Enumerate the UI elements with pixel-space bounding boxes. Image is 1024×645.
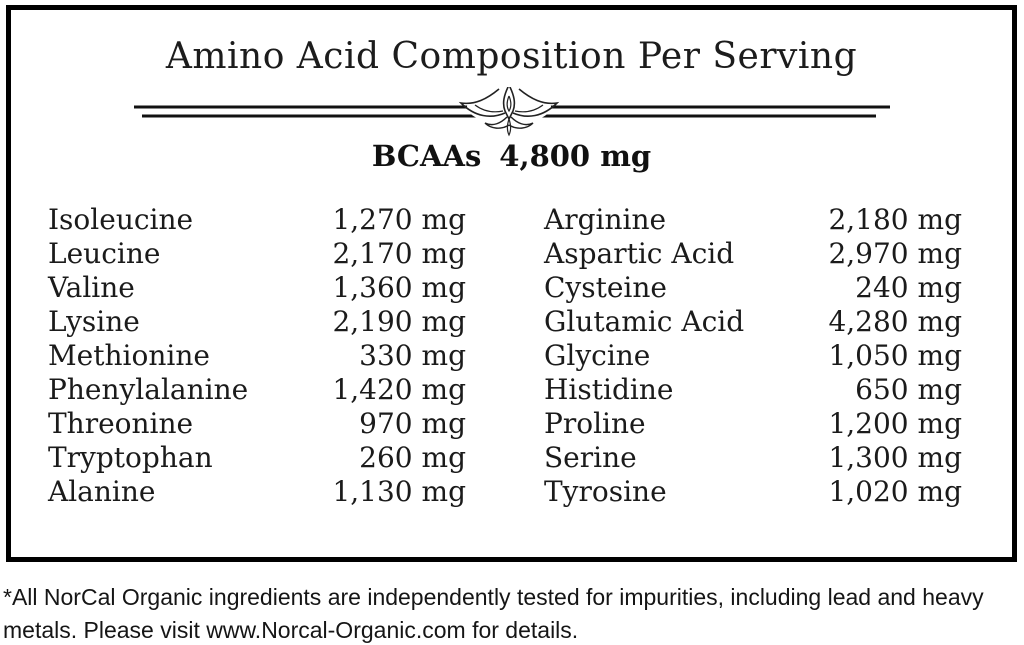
amino-acid-value: 1,050 mg xyxy=(828,339,962,372)
panel-title: Amino Acid Composition Per Serving xyxy=(165,36,858,77)
amino-acid-value: 1,360 mg xyxy=(332,271,466,304)
amino-acid-name: Valine xyxy=(48,271,135,304)
table-row xyxy=(544,237,962,271)
purity-footnote xyxy=(3,581,1021,645)
amino-acid-value: 2,180 mg xyxy=(828,203,962,236)
amino-acid-value: 650 mg xyxy=(855,373,962,406)
table-row xyxy=(544,475,962,509)
table-row xyxy=(48,305,466,339)
amino-acid-value: 1,300 mg xyxy=(828,441,962,474)
amino-acid-value: 1,420 mg xyxy=(332,373,466,406)
amino-acid-name: Glutamic Acid xyxy=(544,305,745,338)
table-row xyxy=(48,407,466,441)
table-row xyxy=(544,271,962,305)
amino-acid-value: 330 mg xyxy=(359,339,466,372)
amino-acid-name: Tryptophan xyxy=(48,441,213,474)
table-row xyxy=(544,407,962,441)
amino-acid-table xyxy=(11,203,1012,509)
amino-acid-name: Alanine xyxy=(48,475,156,508)
amino-acid-panel xyxy=(6,5,1017,562)
amino-acid-name: Aspartic Acid xyxy=(544,237,735,270)
table-row xyxy=(48,237,466,271)
amino-acid-name: Leucine xyxy=(48,237,161,270)
amino-acid-column-left xyxy=(48,203,466,509)
floral-ornament-icon xyxy=(132,87,892,137)
amino-acid-value: 1,270 mg xyxy=(332,203,466,236)
table-row xyxy=(544,339,962,373)
amino-acid-name: Methionine xyxy=(48,339,210,372)
ornamental-divider xyxy=(132,87,892,137)
amino-acid-name: Glycine xyxy=(544,339,651,372)
amino-acid-name: Histidine xyxy=(544,373,674,406)
amino-acid-value: 970 mg xyxy=(359,407,466,440)
footnote-line-2: metals. Please visit www.Norcal-Organic.com for details. xyxy=(3,617,579,643)
amino-acid-value: 240 mg xyxy=(855,271,962,304)
amino-acid-value: 2,190 mg xyxy=(332,305,466,338)
table-row xyxy=(48,373,466,407)
amino-acid-name: Serine xyxy=(544,441,637,474)
amino-acid-value: 1,200 mg xyxy=(828,407,962,440)
amino-acid-value: 1,020 mg xyxy=(828,475,962,508)
amino-acid-value: 260 mg xyxy=(359,441,466,474)
amino-acid-column-right xyxy=(544,203,962,509)
amino-acid-value: 1,130 mg xyxy=(332,475,466,508)
amino-acid-value: 4,280 mg xyxy=(828,305,962,338)
bcaa-amount: 4,800 mg xyxy=(499,139,652,173)
table-row xyxy=(544,203,962,237)
table-row xyxy=(544,305,962,339)
amino-acid-name: Cysteine xyxy=(544,271,667,304)
bcaa-label: BCAAs xyxy=(371,139,482,173)
amino-acid-name: Arginine xyxy=(544,203,667,236)
table-row xyxy=(48,339,466,373)
table-row xyxy=(48,271,466,305)
amino-acid-value: 2,170 mg xyxy=(332,237,466,270)
footnote-line-1: *All NorCal Organic ingredients are independently tested for impurities, including lead and heavy xyxy=(3,584,984,610)
amino-acid-name: Lysine xyxy=(48,305,140,338)
table-row xyxy=(48,441,466,475)
amino-acid-name: Proline xyxy=(544,407,646,440)
table-row xyxy=(48,475,466,509)
table-row xyxy=(544,441,962,475)
amino-acid-name: Threonine xyxy=(48,407,194,440)
amino-acid-name: Isoleucine xyxy=(48,203,194,236)
amino-acid-name: Phenylalanine xyxy=(48,373,249,406)
table-row xyxy=(544,373,962,407)
amino-acid-value: 2,970 mg xyxy=(828,237,962,270)
amino-acid-name: Tyrosine xyxy=(544,475,667,508)
table-row xyxy=(48,203,466,237)
bcaa-total xyxy=(11,139,1012,173)
